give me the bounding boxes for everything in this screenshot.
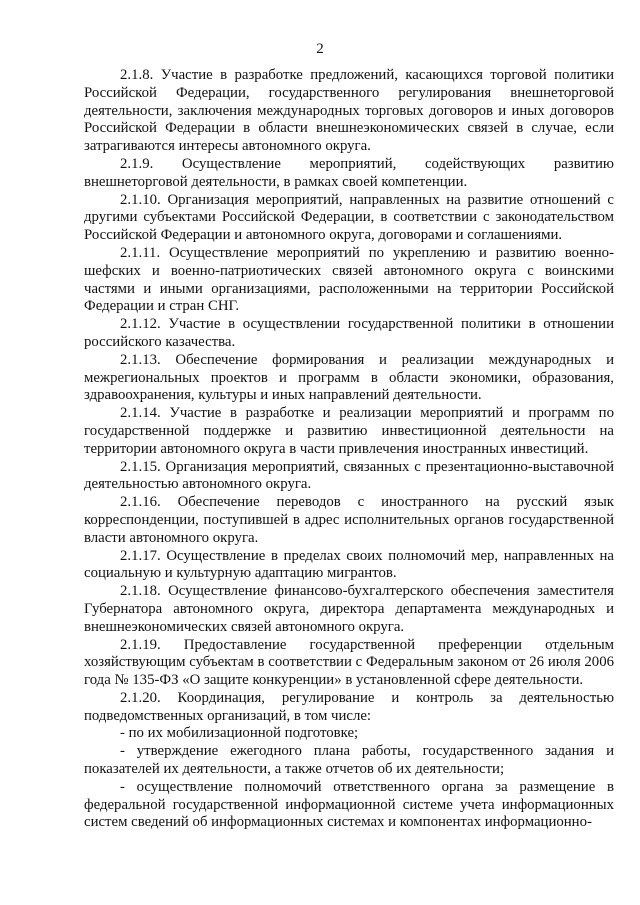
list-item: - осуществление полномочий ответственного органа за размещение в федеральной государственной информационной системе учета информационных систем сведений об информационных системах и компонентах информационно-: [84, 778, 614, 831]
document-body: [84, 67, 614, 832]
paragraph-2-1-9: 2.1.9. Осуществление мероприятий, содействующих развитию внешнеторговой деятельности, в рамках своей компетенции.: [84, 155, 614, 190]
paragraph-2-1-16: 2.1.16. Обеспечение переводов с иностранного на русский язык корреспонденции, поступившей в адрес исполнительных органов государственной власти автономного округа.: [84, 494, 614, 546]
paragraph-2-1-15: 2.1.15. Организация мероприятий, связанных с презентационно-выставочной деятельностью автономного округа.: [84, 458, 614, 493]
list-item: - утверждение ежегодного плана работы, государственного задания и показателей их деятельности, а также отчетов об их деятельности;: [84, 743, 614, 778]
paragraph-2-1-12: 2.1.12. Участие в осуществлении государственной политики в отношении российского казачества.: [84, 316, 614, 350]
paragraph-2-1-13: 2.1.13. Обеспечение формирования и реализации международных и межрегиональных проектов и программ в области экономики, образования, здравоохранения, культуры и иных направлений деятельности.: [84, 351, 614, 404]
paragraph-2-1-11: 2.1.11. Осуществление мероприятий по укреплению и развитию военно-шефских и военно-патриотических связей автономного округа с воинскими частями и иными организациями, расположенными на территории Российской Федерации и стран СНГ.: [84, 244, 614, 315]
paragraph-2-1-18: 2.1.18. Осуществление финансово-бухгалтерского обеспечения заместителя Губернатора автономного округа, директора департамента международных и внешнеэкономических связей автономного округа.: [84, 583, 614, 635]
list-item: - по их мобилизационной подготовке;: [120, 725, 359, 742]
paragraph-2-1-8: 2.1.8. Участие в разработке предложений, касающихся торговой политики Российской Федерации, государственного регулирования внешнеторговой деятельности, заключения международных торговых договоров и иных договоров Российской Федерации в области внешнеэкономических связей в случае, если затрагиваются интересы автономного округа.: [84, 67, 614, 155]
paragraph-2-1-10: 2.1.10. Организация мероприятий, направленных на развитие отношений с другими субъектами Российской Федерации, в соответствии с законодательством Российской Федерации и автономного округа, договорами и соглашениями.: [84, 191, 614, 244]
paragraph-2-1-17: 2.1.17. Осуществление в пределах своих полномочий мер, направленных на социальную и культурную адаптацию мигрантов.: [84, 547, 614, 582]
page-number: 2: [316, 41, 324, 57]
paragraph-2-1-19: 2.1.19. Предоставление государственной преференции отдельным хозяйствующим субъектам в соответствии с Федеральным законом от 26 июля 2006 года № 135-ФЗ «О защите конкуренции» в установленной сфере деятельности.: [84, 636, 614, 689]
paragraph-2-1-14: 2.1.14. Участие в разработке и реализации мероприятий и программ по государственной поддержке и развитию инвестиционной деятельности на территории автономного округа в части привлечения иностранных инвестиций.: [84, 405, 614, 457]
paragraph-2-1-20: 2.1.20. Координация, регулирование и контроль за деятельностью подведомственных организаций, в том числе:: [84, 689, 614, 724]
